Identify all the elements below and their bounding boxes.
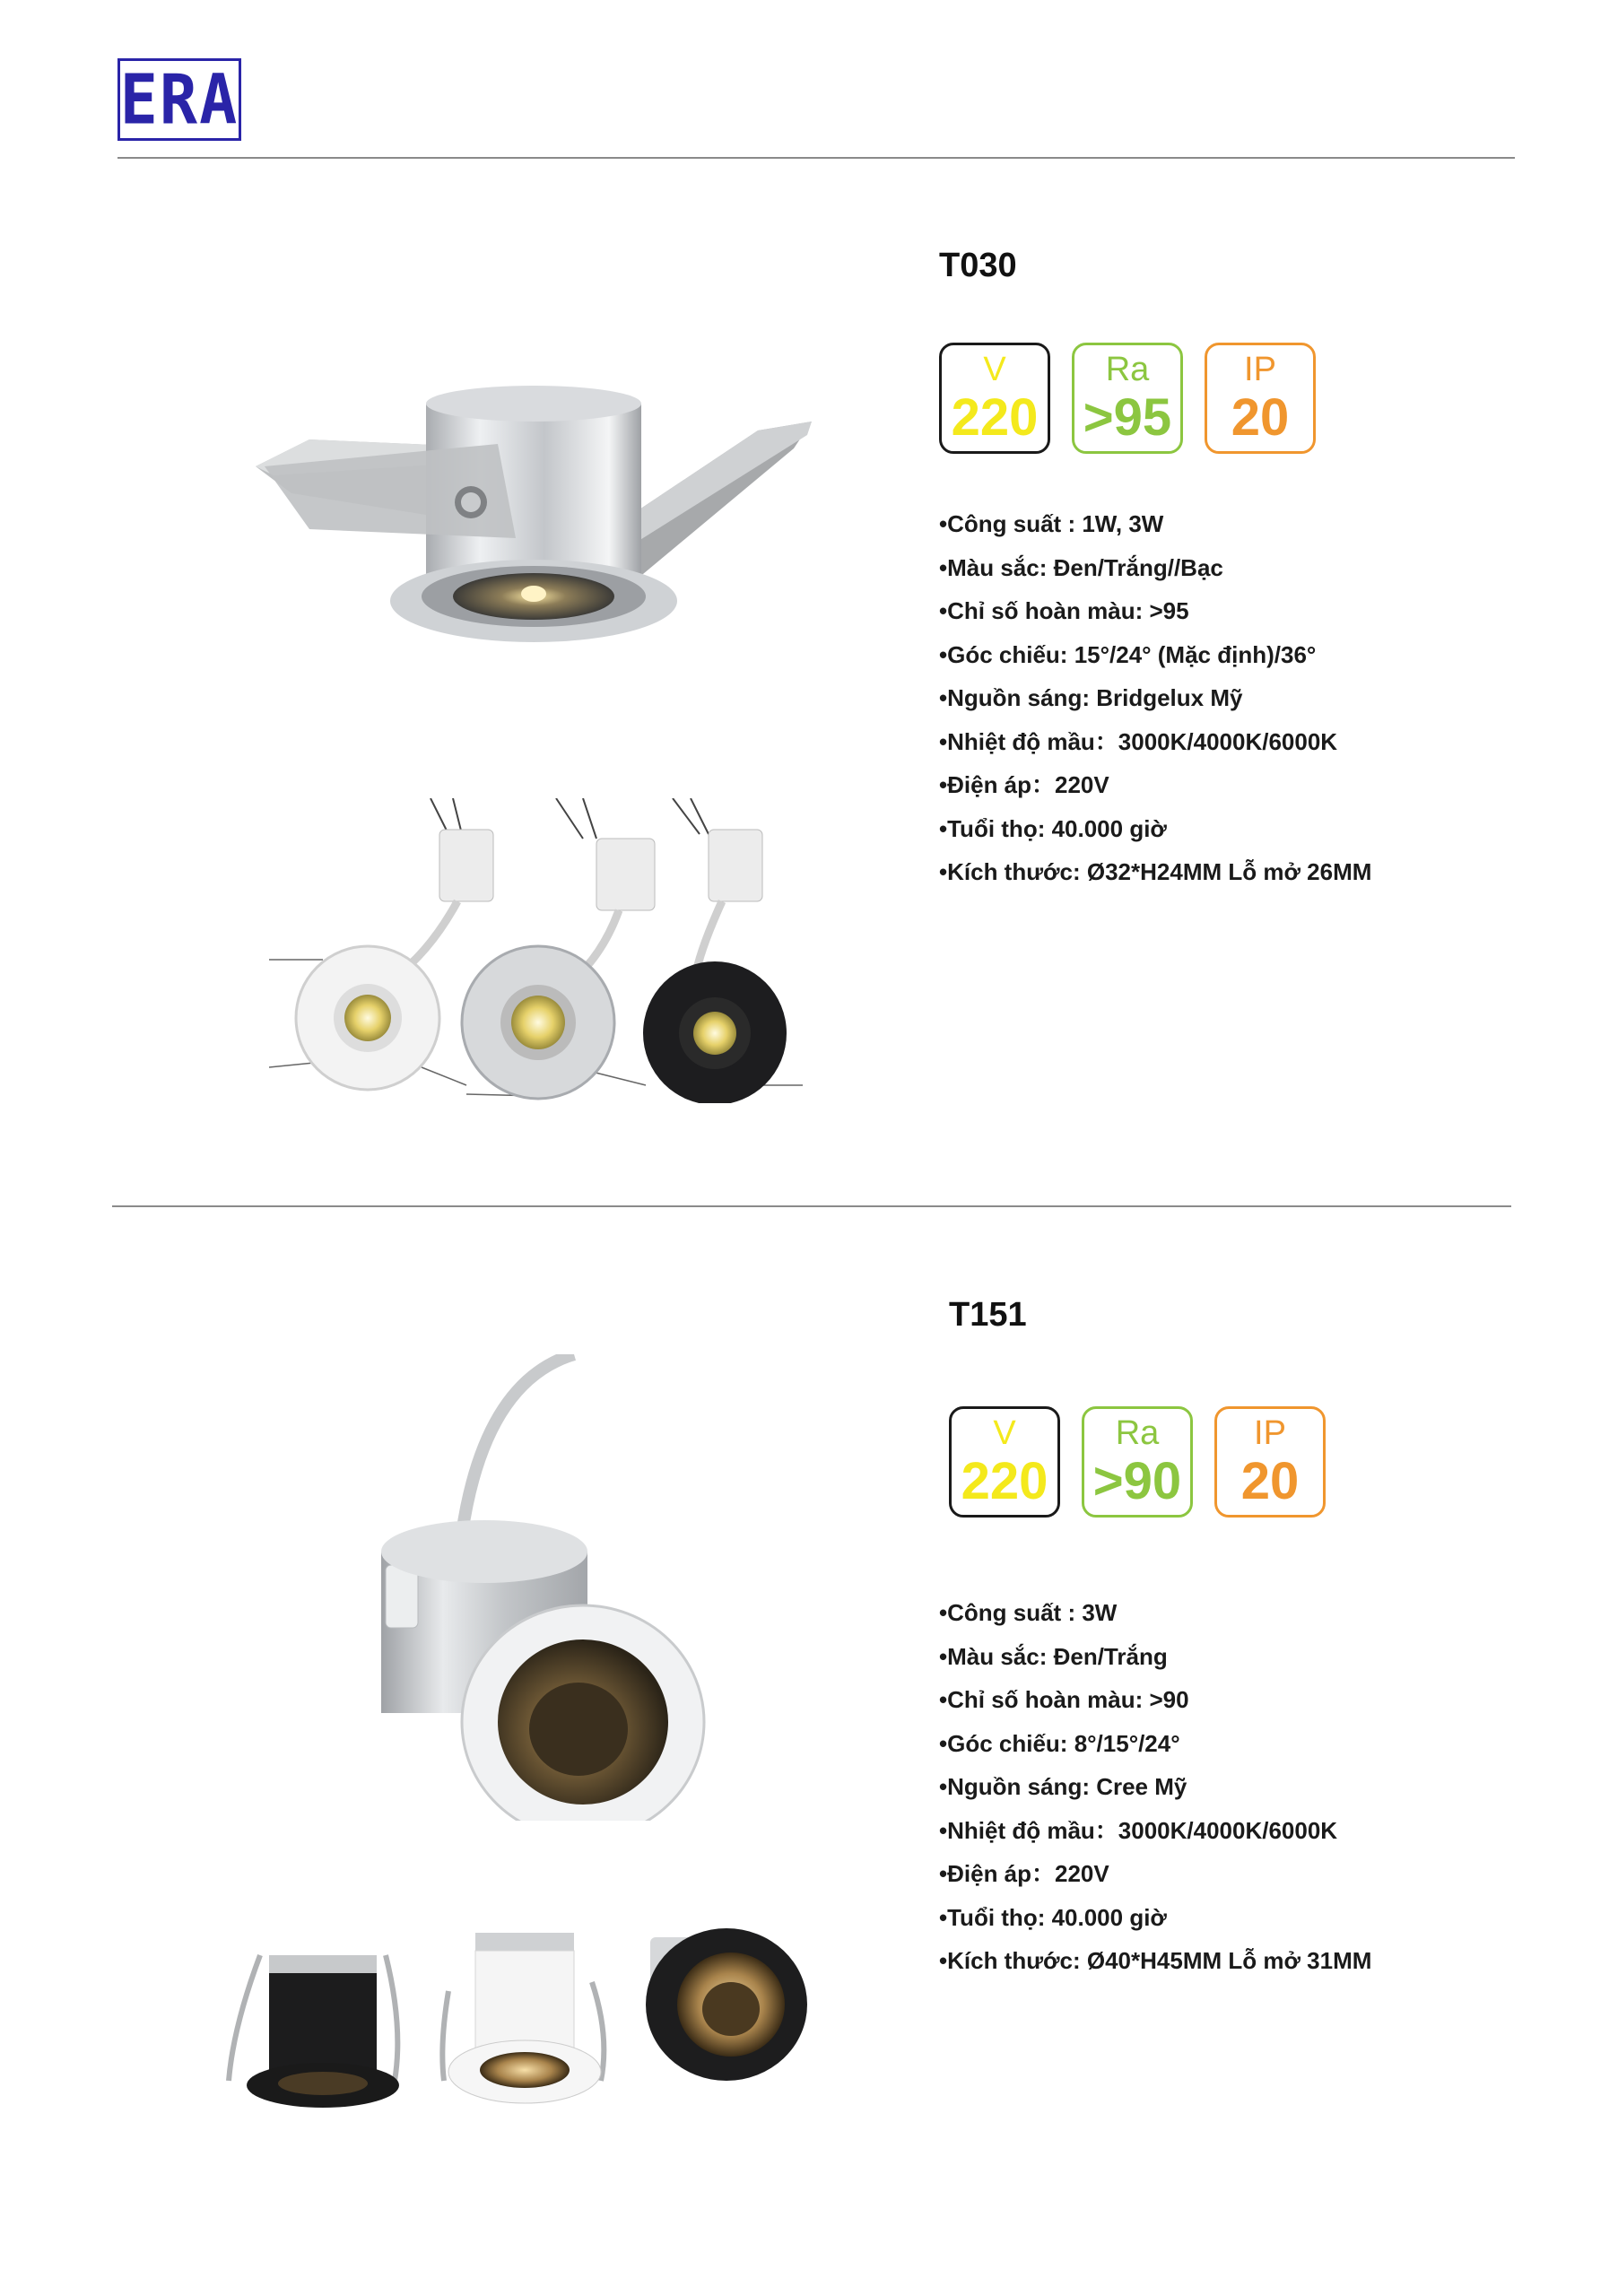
era-logo (117, 58, 241, 141)
spec-item: • Nguồn sáng: Cree Mỹ (939, 1765, 1371, 1809)
badge-label: V (993, 1414, 1016, 1452)
logo-text: ERA (119, 58, 239, 141)
header-divider (117, 157, 1515, 159)
section-divider (112, 1205, 1511, 1207)
t030-variants-image (269, 798, 807, 1103)
badge-group-t151 (949, 1406, 1326, 1518)
badge-value: >95 (1083, 388, 1172, 447)
ip-badge (1214, 1406, 1326, 1518)
t151-variants-image (224, 1919, 816, 2117)
badge-label: Ra (1115, 1414, 1160, 1452)
spec-item: • Công suất : 3W (939, 1591, 1371, 1635)
spec-item: • Kích thước: Ø32*H24MM Lỗ mở 26MM (939, 850, 1371, 894)
spec-item: • Tuổi thọ: 40.000 giờ (939, 807, 1371, 851)
ra-badge (1082, 1406, 1193, 1518)
product-title-t151: T151 (949, 1296, 1027, 1334)
voltage-badge (949, 1406, 1060, 1518)
ip-badge (1205, 343, 1316, 454)
spec-item: • Nguồn sáng: Bridgelux Mỹ (939, 676, 1371, 720)
spec-item: • Điện áp：220V (939, 1852, 1371, 1896)
spec-item: • Công suất : 1W, 3W (939, 502, 1371, 546)
badge-label: IP (1254, 1414, 1286, 1452)
badge-group-t030 (939, 343, 1316, 454)
spec-item: • Kích thước: Ø40*H45MM Lỗ mở 31MM (939, 1939, 1371, 1983)
badge-value: 20 (1240, 1452, 1300, 1510)
spec-item: • Màu sắc: Đen/Trắng (939, 1635, 1371, 1679)
spec-item: • Màu sắc: Đen/Trắng//Bạc (939, 546, 1371, 590)
badge-value: 220 (951, 388, 1039, 447)
spec-item: • Chỉ số hoàn màu: >90 (939, 1678, 1371, 1722)
spec-item: • Chỉ số hoàn màu: >95 (939, 589, 1371, 633)
ra-badge (1072, 343, 1183, 454)
spec-item: • Tuổi thọ: 40.000 giờ (939, 1896, 1371, 1940)
badge-label: Ra (1105, 351, 1150, 388)
badge-value: 220 (961, 1452, 1048, 1510)
badge-value: 20 (1231, 388, 1290, 447)
spec-list-t151 (939, 1591, 1371, 1983)
spec-list-t030 (939, 502, 1371, 894)
spec-item: • Nhiệt độ mầu：3000K/4000K/6000K (939, 720, 1371, 764)
t030-product-image (256, 386, 830, 691)
badge-label: IP (1244, 351, 1276, 388)
badge-value: >90 (1092, 1452, 1182, 1510)
spec-item: • Góc chiếu: 8°/15°/24° (939, 1722, 1371, 1766)
badge-label: V (983, 351, 1006, 388)
spec-item: • Nhiệt độ mầu：3000K/4000K/6000K (939, 1809, 1371, 1853)
voltage-badge (939, 343, 1050, 454)
spec-item: • Điện áp：220V (939, 763, 1371, 807)
t151-product-image (350, 1354, 726, 1821)
product-title-t030: T030 (939, 247, 1017, 284)
spec-item: • Góc chiếu: 15°/24° (Mặc định)/36° (939, 633, 1371, 677)
